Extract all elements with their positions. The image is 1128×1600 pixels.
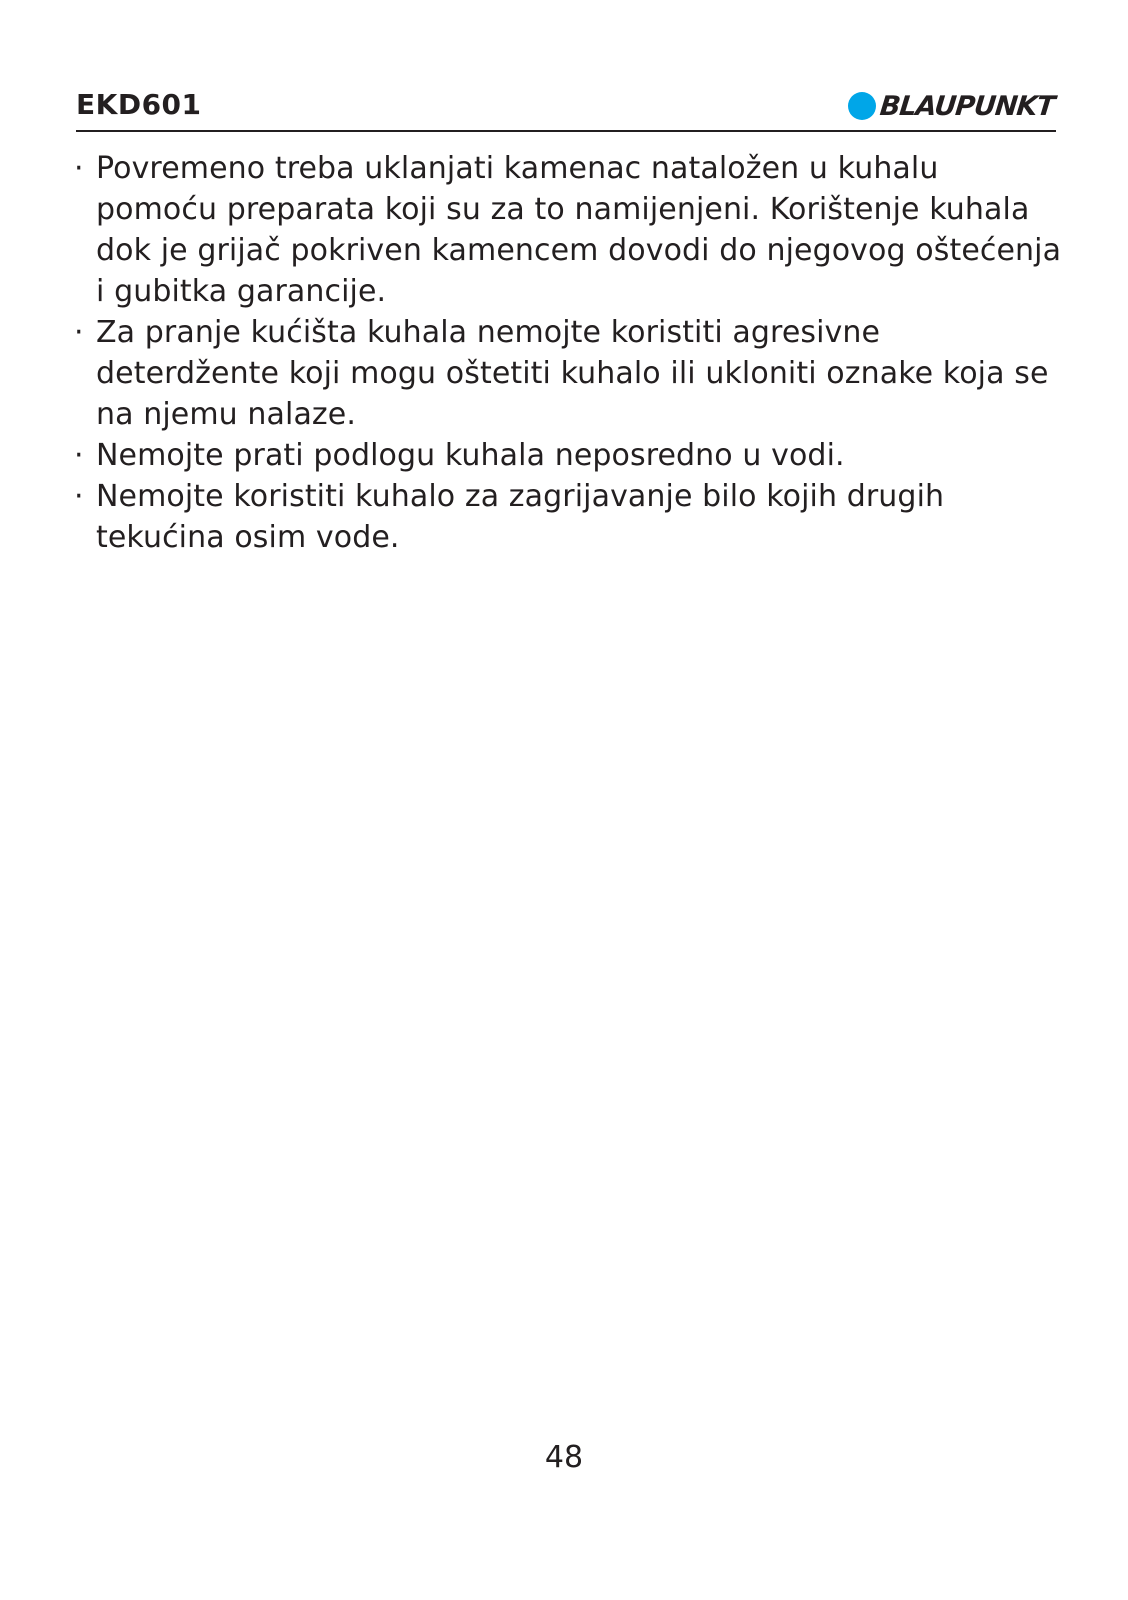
page-number: 48 (544, 1440, 584, 1475)
bullet-icon: · (74, 315, 84, 350)
list-item-text: Za pranje kućišta kuhala nemojte koristiti agresivne deterdžente koji mogu oštetiti kuhalo ili ukloniti oznake koja se na njemu nalaze. (96, 315, 1049, 432)
bullet-icon: · (74, 479, 84, 514)
page-header (76, 84, 1056, 132)
list-item (74, 312, 1064, 435)
main-content (74, 148, 1064, 558)
brand-name: BLAUPUNKT (878, 90, 1056, 122)
instruction-list (74, 148, 1064, 558)
list-item-text: Povremeno treba uklanjati kamenac nataložen u kuhalu pomoću preparata koji su za to namijenjeni. Korištenje kuhala dok je grijač pokriven kamencem dovodi do njegovog oštećenja i gubitka garancije. (96, 151, 1062, 309)
model-number: EKD601 (76, 88, 202, 121)
list-item-text: Nemojte koristiti kuhalo za zagrijavanje bilo kojih drugih tekućina osim vode. (96, 479, 945, 555)
list-item (74, 435, 1064, 476)
list-item-text: Nemojte prati podlogu kuhala neposredno u vodi. (96, 438, 845, 473)
brand-logo (848, 88, 1054, 124)
list-item (74, 148, 1064, 312)
bullet-icon: · (74, 151, 84, 186)
brand-dot-icon (848, 92, 876, 120)
bullet-icon: · (74, 438, 84, 473)
list-item (74, 476, 1064, 558)
